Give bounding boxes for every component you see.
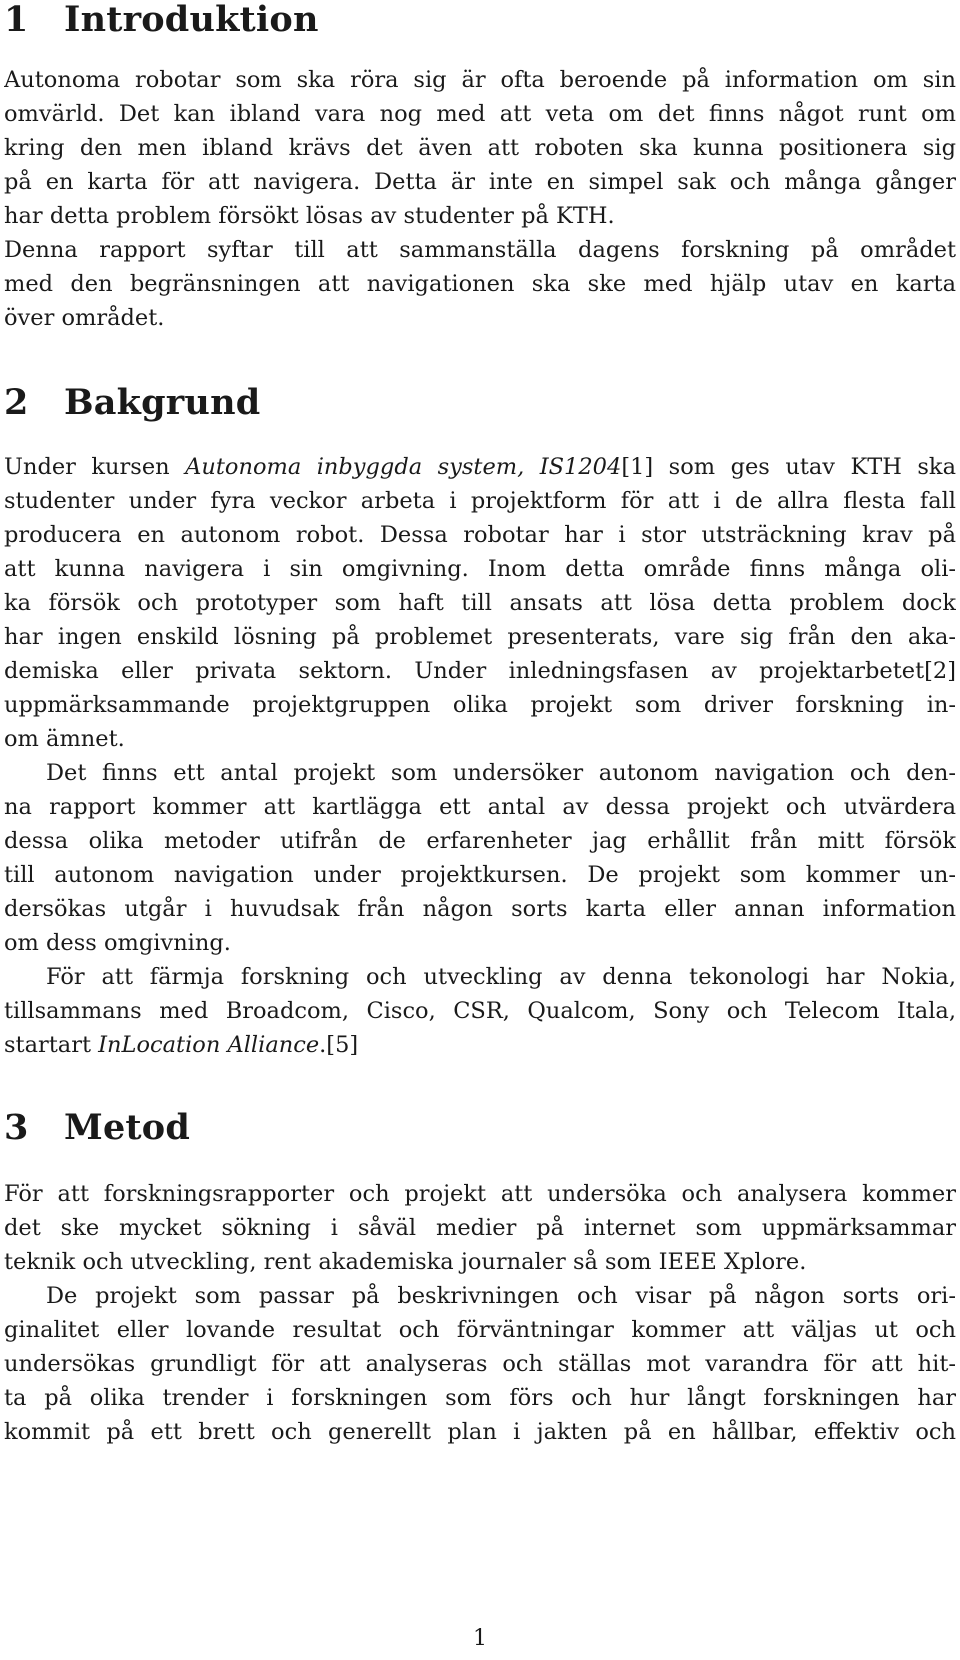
paragraph-line: omvärld. Det kan ibland vara nog med att veta om det finns något runt om [4,101,956,127]
paragraph-line: på en karta för att navigera. Detta är inte en simpel sak och många gånger [4,169,956,195]
paragraph-line: om dess omgivning. [4,930,231,956]
paragraph-line: har detta problem försökt lösas av studenter på KTH. [4,203,615,229]
paragraph-line: tillsammans med Broadcom, Cisco, CSR, Qualcom, Sony och Telecom Itala, [4,998,956,1024]
paragraph-line: ta på olika trender i forskningen som förs och hur långt forskningen har [4,1385,956,1411]
text-run: startart [4,1032,99,1058]
paragraph-line: det ske mycket sökning i såväl medier på internet som uppmärksammar [4,1215,956,1241]
paragraph-line: ginalitet eller lovande resultat och förväntningar kommer att väljas ut och [4,1317,956,1343]
paragraph-line: Det finns ett antal projekt som undersöker autonom navigation och den- [46,760,956,786]
text-run: [1] som ges utav KTH ska [621,454,956,480]
section-heading-metod [4,1108,190,1148]
section-heading-introduktion [4,0,319,40]
paragraph-line: demiska eller privata sektorn. Under inledningsfasen av projektarbetet[2] [4,658,956,684]
paragraph-line: De projekt som passar på beskrivningen och visar på någon sorts ori- [46,1283,956,1309]
paragraph-line: kommit på ett brett och generellt plan i jakten på en hållbar, effektiv och [4,1419,956,1445]
paragraph-line: med den begränsningen att navigationen ska ske med hjälp utav en karta [4,271,956,297]
paragraph-line: kring den men ibland krävs det även att roboten ska kunna positionera sig [4,135,956,161]
text-run: .[5] [319,1032,359,1058]
paragraph-line: dessa olika metoder utifrån de erfarenheter jag erhållit från mitt försök [4,828,956,854]
alliance-name: InLocation Alliance [98,1032,320,1058]
paragraph-line [4,450,956,484]
paragraph-line: teknik och utveckling, rent akademiska journaler så som IEEE Xplore. [4,1249,807,1275]
paragraph-line: att kunna navigera i sin omgivning. Inom detta område finns många oli- [4,556,956,582]
paragraph-line: producera en autonom robot. Dessa robotar har i stor utsträckning krav på [4,522,956,548]
text-run: Under kursen [4,454,186,480]
paragraph-line: na rapport kommer att kartlägga ett antal av dessa projekt och utvärdera [4,794,956,820]
paragraph-line: har ingen enskild lösning på problemet presenterats, vare sig från den aka- [4,624,956,650]
section-number: 1 [4,0,29,40]
paragraph-line: om ämnet. [4,726,125,752]
course-name: Autonoma inbyggda system, IS1204 [185,454,622,480]
paragraph-line: undersökas grundligt för att analyseras och ställas mot varandra för att hit- [4,1351,956,1377]
paragraph-line: För att forskningsrapporter och projekt att undersöka och analysera kommer [4,1181,956,1207]
section-heading-bakgrund [4,383,260,423]
page-number: 1 [473,1626,487,1651]
section-number: 2 [4,382,29,423]
paragraph-line [4,1028,956,1062]
paragraph-line: ka försök och prototyper som haft till ansats att lösa detta problem dock [4,590,956,616]
paragraph-line: Autonoma robotar som ska röra sig är ofta beroende på information om sin [4,67,956,93]
paragraph-line: till autonom navigation under projektkursen. De projekt som kommer un- [4,862,956,888]
paragraph-line: över området. [4,305,165,331]
section-title: Bakgrund [64,382,261,423]
section-title: Metod [64,1107,190,1148]
section-title: Introduktion [64,0,319,40]
paragraph-line: Denna rapport syftar till att sammanställa dagens forskning på området [4,237,956,263]
paragraph-line: dersökas utgår i huvudsak från någon sorts karta eller annan information [4,896,956,922]
paragraph-line: uppmärksammande projektgruppen olika projekt som driver forskning in- [4,692,956,718]
paragraph-line: studenter under fyra veckor arbeta i projektform för att i de allra flesta fall [4,488,956,514]
paragraph-line: För att färmja forskning och utveckling av denna tekonologi har Nokia, [46,964,956,990]
section-number: 3 [4,1107,29,1148]
